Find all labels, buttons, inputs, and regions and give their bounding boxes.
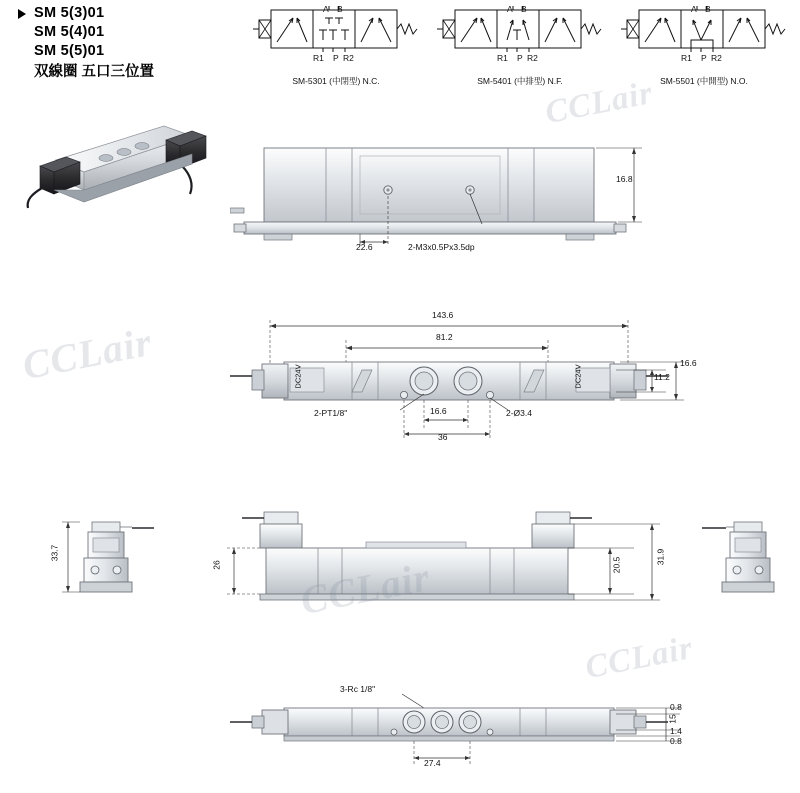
dim-27-4: 27.4: [424, 758, 441, 768]
symbol3-port-p: P: [701, 53, 707, 63]
bottom-view-drawing: [228, 660, 698, 788]
symbol3-caption: SM-5501 (中開型) N.O.: [660, 76, 748, 86]
model-line-1: [18, 4, 248, 23]
symbol1-port-a: A: [323, 4, 329, 14]
symbol2-port-r2: R2: [527, 53, 538, 63]
symbol3-port-r2: R2: [711, 53, 722, 63]
dim-143-6: 143.6: [432, 310, 454, 320]
dim-26: 26: [211, 560, 222, 570]
side-view-left-drawing: [49, 508, 198, 618]
note-3-rc18: 3-Rc 1/8": [340, 684, 376, 694]
symbol2-port-a: A: [507, 4, 513, 14]
dim-1-4: 1.4: [670, 726, 682, 736]
symbol3-port-a: A: [691, 4, 697, 14]
symbol1-port-r1: R1: [313, 53, 324, 63]
note-2-dia34: 2-Ø3.4: [506, 408, 532, 418]
dim-0-8-top: 0.8: [670, 702, 682, 712]
symbol2-caption: SM-5401 (中排型) N.F.: [477, 76, 563, 86]
product-photo: [14, 104, 209, 214]
dim-36: 36: [438, 432, 448, 442]
dim-16-8: 16.8: [616, 174, 633, 184]
symbol-diagram-sm5301: [253, 6, 419, 87]
dim-15: 15: [667, 714, 678, 724]
dim-0-8-bottom: 0.8: [670, 736, 682, 746]
model-label-3: SM 5(5)01: [34, 43, 105, 59]
symbol-diagram-sm5501: [621, 6, 787, 87]
dim-16-6-front: 16.6: [430, 406, 447, 416]
watermark-4: CCLair: [582, 629, 697, 687]
symbol2-port-p: P: [517, 53, 523, 63]
symbol1-caption: SM-5301 (中閉型) N.C.: [292, 76, 380, 86]
symbol1-port-p: P: [333, 53, 339, 63]
dim-81-2: 81.2: [436, 332, 453, 342]
label-dc24v-right: DC24V: [573, 364, 583, 389]
note-2-m3: 2-M3x0.5Px3.5dp: [408, 242, 475, 252]
model-line-3: [18, 42, 248, 61]
note-2-pt18: 2-PT1/8": [314, 408, 348, 418]
dim-31-9: 31.9: [655, 548, 666, 566]
model-label-2: SM 5(4)01: [34, 24, 105, 40]
side-view-right-drawing: [700, 508, 800, 618]
bullet-triangle-icon: [18, 9, 26, 19]
symbol2-port-b: B: [521, 4, 527, 14]
watermark-3: CCLair: [542, 74, 657, 132]
watermark-2: CCLair: [296, 553, 434, 624]
label-dc24v-left: DC24V: [293, 364, 303, 389]
symbol2-port-r1: R1: [497, 53, 508, 63]
symbol-diagram-sm5401: [437, 6, 603, 87]
top-view-drawing: [230, 138, 690, 258]
symbol3-port-b: B: [705, 4, 711, 14]
symbol1-port-r2: R2: [343, 53, 354, 63]
model-label-1: SM 5(3)01: [34, 5, 105, 21]
front-view-drawing: [228, 300, 698, 450]
dim-33-7: 33.7: [49, 544, 60, 562]
symbol3-port-r1: R1: [681, 53, 692, 63]
dim-16-6-height: 16.6: [680, 358, 697, 368]
header: [18, 4, 248, 83]
subtitle: 双線圈 五口三位置: [34, 64, 155, 80]
watermark-1: CCLair: [18, 318, 156, 389]
dim-22-6: 22.6: [356, 242, 373, 252]
model-line-2: [18, 23, 248, 42]
dim-11-2: 11.2: [654, 372, 670, 382]
rear-view-drawing: [190, 500, 680, 620]
symbol1-port-b: B: [337, 4, 343, 14]
dim-20-5: 20.5: [611, 556, 622, 574]
